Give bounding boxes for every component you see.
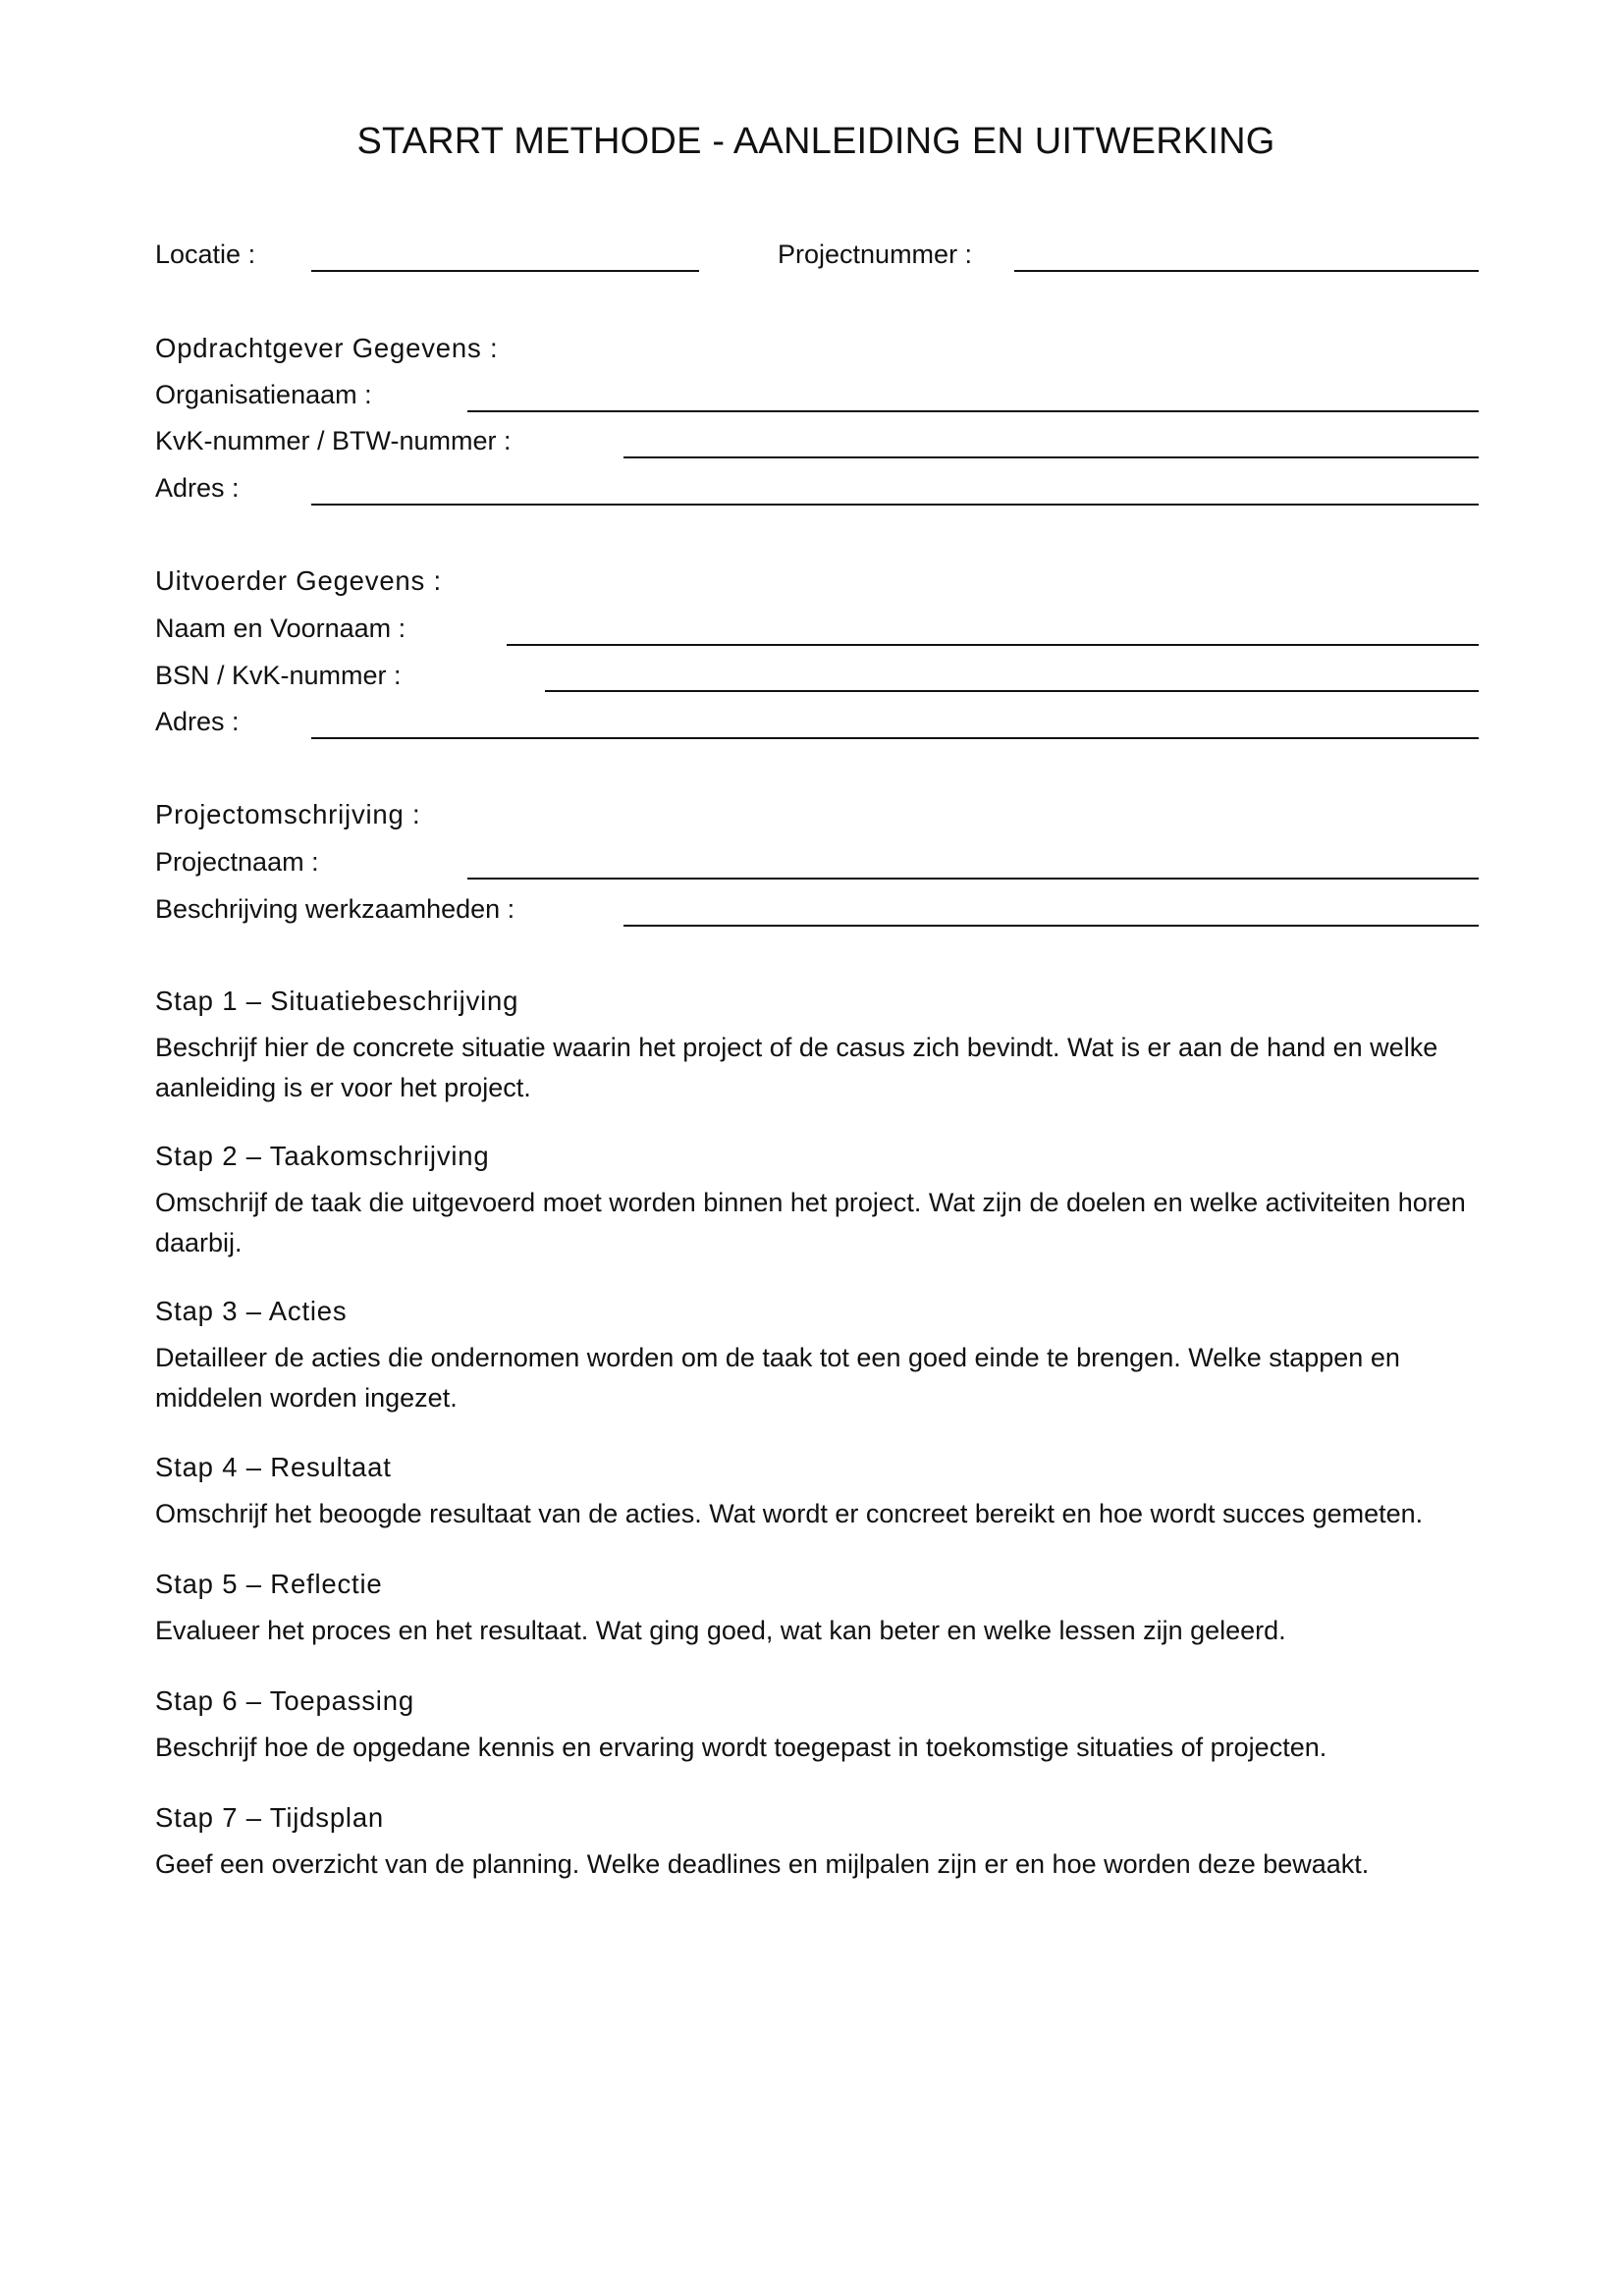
step-4-heading: Stap 4 – Resultaat — [155, 1452, 392, 1482]
step-7-heading: Stap 7 – Tijdsplan — [155, 1802, 385, 1833]
executor-address-label: Adres : — [155, 707, 240, 736]
project-section-heading: Projectomschrijving : — [155, 799, 421, 829]
step-2-body: Omschrijf de taak die uitgevoerd moet worden binnen het project. Wat zijn de doelen en welke activiteiten horen daarbij. — [155, 1188, 1466, 1257]
bsn-kvk-field[interactable] — [545, 690, 1479, 692]
work-description-field[interactable] — [623, 925, 1479, 927]
executor-name-label: Naam en Voornaam : — [155, 614, 406, 643]
executor-section-heading: Uitvoerder Gegevens : — [155, 565, 442, 596]
location-label: Locatie : — [155, 240, 256, 269]
step-2-heading: Stap 2 – Taakomschrijving — [155, 1141, 490, 1171]
organisation-label: Organisatienaam : — [155, 380, 372, 409]
step-3-body: Detailleer de acties die ondernomen worden om de taak tot een goed einde te brengen. Welke stappen en middelen worden ingezet. — [155, 1343, 1400, 1413]
work-description-label: Beschrijving werkzaamheden : — [155, 894, 515, 924]
executor-address-field[interactable] — [311, 737, 1479, 739]
client-address-field[interactable] — [311, 504, 1479, 506]
step-3-heading: Stap 3 – Acties — [155, 1296, 348, 1326]
client-section-heading: Opdrachtgever Gegevens : — [155, 333, 499, 363]
step-7-body: Geef een overzicht van de planning. Welke deadlines en mijlpalen zijn er en hoe worden deze bewaakt. — [155, 1849, 1370, 1879]
project-name-label: Projectnaam : — [155, 847, 319, 877]
project-number-label: Projectnummer : — [778, 240, 973, 269]
project-name-field[interactable] — [467, 878, 1479, 880]
executor-name-field[interactable] — [507, 644, 1479, 646]
location-field[interactable] — [311, 270, 699, 272]
document-title: STARRT METHODE - AANLEIDING EN UITWERKING — [356, 121, 1275, 162]
step-4-body: Omschrijf het beoogde resultaat van de acties. Wat wordt er concreet bereikt en hoe wordt succes gemeten. — [155, 1499, 1424, 1528]
step-5-body: Evalueer het proces en het resultaat. Wat ging goed, wat kan beter en welke lessen zijn geleerd. — [155, 1616, 1286, 1645]
bsn-kvk-label: BSN / KvK-nummer : — [155, 661, 402, 690]
kvk-btw-field[interactable] — [623, 456, 1479, 458]
step-1-body: Beschrijf hier de concrete situatie waarin het project of de casus zich bevindt. Wat is er aan de hand en welke aanleiding is er voor het project. — [155, 1033, 1438, 1102]
kvk-btw-label: KvK-nummer / BTW-nummer : — [155, 426, 512, 455]
step-1-heading: Stap 1 – Situatiebeschrijving — [155, 986, 519, 1016]
project-number-field[interactable] — [1014, 270, 1479, 272]
step-6-body: Beschrijf hoe de opgedane kennis en ervaring wordt toegepast in toekomstige situaties of projecten. — [155, 1733, 1327, 1762]
step-5-heading: Stap 5 – Reflectie — [155, 1569, 383, 1599]
step-6-heading: Stap 6 – Toepassing — [155, 1685, 414, 1716]
client-address-label: Adres : — [155, 473, 240, 503]
organisation-field[interactable] — [467, 410, 1479, 412]
